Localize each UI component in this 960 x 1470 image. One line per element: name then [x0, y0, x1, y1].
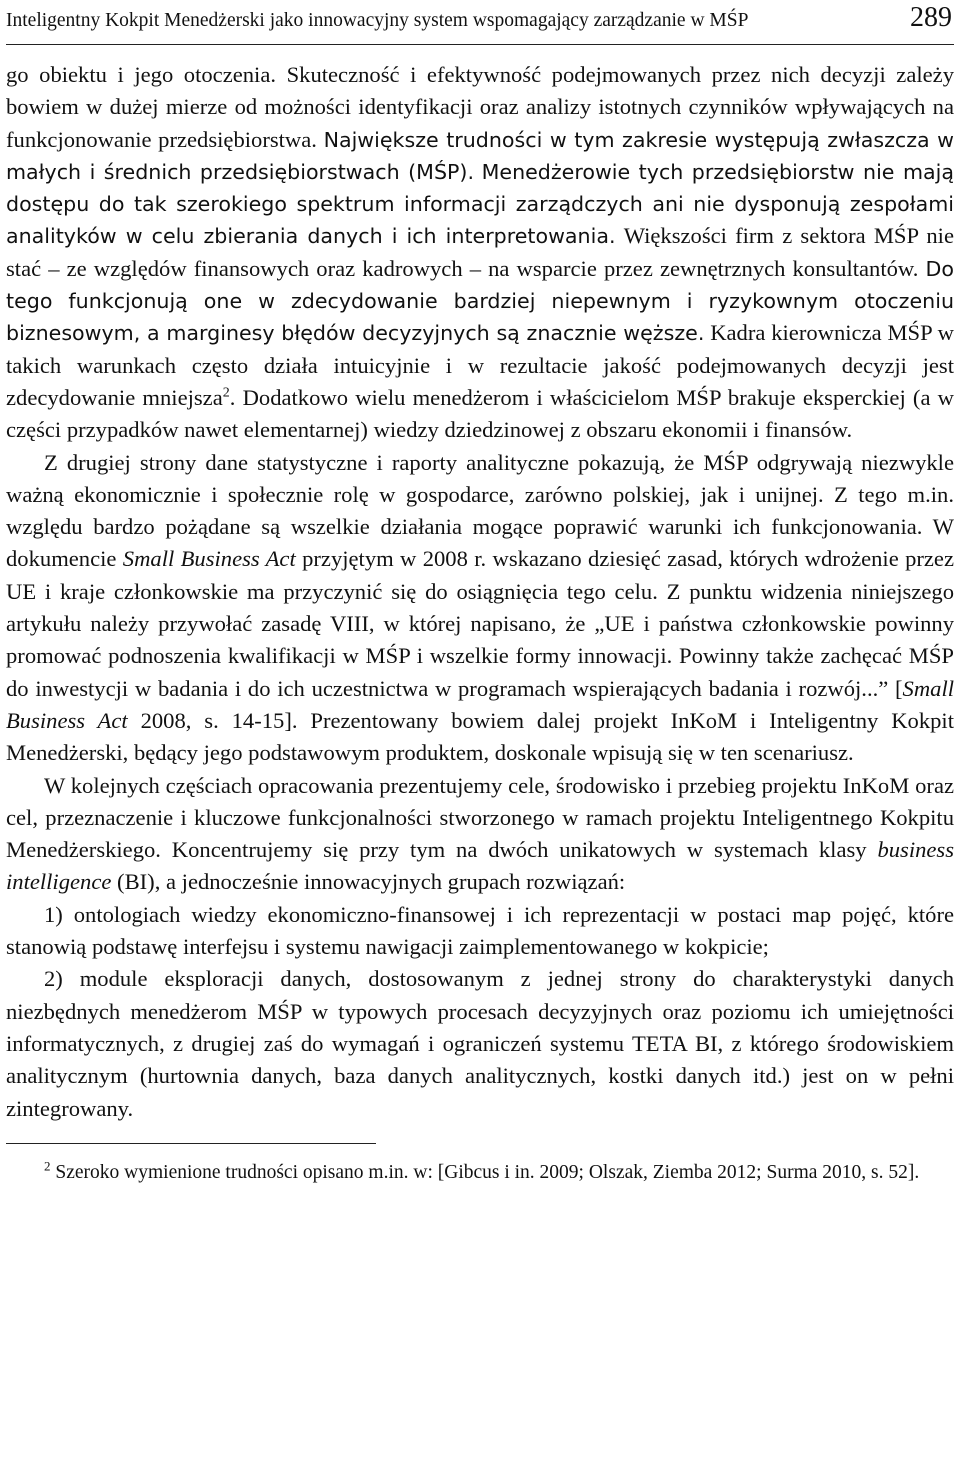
header-title: Inteligentny Kokpit Menedżerski jako innowacyjny system wspomagający zarządzanie w MŚP	[6, 10, 749, 31]
p3-italic-bi: business intelligence	[6, 837, 955, 895]
p1-sentence-8: Dodatkowo wielu menedżerom i właścicielom MŚP brakuje eksperckiej (a w części przypadków nawet elementarnej) wiedzy dziedzinowej z obszaru ekonomii i finansów.	[6, 384, 954, 443]
p2-text-3: 2008, s. 14-15]. Prezentowany bowiem dalej projekt InKoM i Inteligentny Kokpit Menedżerski, będący jego podstawowym produktem, doskonale wpisują się w ten scenariusz.	[6, 707, 954, 766]
running-header	[6, 0, 954, 45]
p1-sentence-4: Większości firm z sektora MŚP nie stać – ze względów finansowych oraz kadrowych – na wsparcie przez zewnętrznych konsultantów.	[6, 223, 954, 281]
p2-italic-sba-1: Small Business Act	[122, 546, 296, 572]
footnote-text: Szeroko wymienione trudności opisano m.in. w: [Gibcus i in. 2009; Olszak, Ziemba 2012; Surma 2010, s. 52].	[55, 1161, 920, 1183]
p1-sentence-2: Największe trudności w tym zakresie występują zwłaszcza w małych i średnich przedsiębiorstwach (MŚP).	[6, 127, 955, 184]
list-item-1: 1) ontologiach wiedzy ekonomiczno-finansowej i ich reprezentacji w postaci map pojęć, które stanowią podstawę interfejsu i systemu nawigacji zaimplementowanego w kokpicie;	[6, 901, 954, 960]
article-body	[6, 59, 954, 1186]
list-item-2: 2) module eksploracji danych, dostosowanym z jednej strony do charakterystyki danych niezbędnych menedżerom MŚP w typowych procesach decyzyjnych oraz poziomu ich umiejętności informatycznych, z drugiej zaś do wymagań i ograniczeń systemu TETA BI, z którego środowiskiem analitycznym (hurtownia danych, baza danych analitycznych, kostki danych itd.) jest on w pełni zintegrowany.	[6, 966, 954, 1121]
p2-italic-sba-2: Small Business Act	[6, 675, 954, 733]
footnote-mark: 2	[44, 1158, 51, 1174]
p2-text-1: Z drugiej strony dane statystyczne i raporty analityczne pokazują, że MŚP odgrywają niezwykle ważną ekonomicznie i społecznie rolę w gospodarce, zarówno polskiej, jak i unijnej. Z tego m.in. względu bardzo pożądane są wszelkie działania mogące poprawić warunki ich funkcjonowania. W dokumencie	[6, 449, 954, 572]
footnote-reference[interactable]: 2	[222, 385, 230, 401]
p1-sentence-1: go obiektu i jego otoczenia. Skuteczność i efektywność podejmowanych przez nich decyzji zależy bowiem w dużej mierze od możności identyfikacji oraz analizy istotnych czynników wpływających na funkcjonowanie przedsiębiorstwa.	[6, 62, 954, 152]
p1-sentence-6-end: .	[229, 384, 236, 410]
paragraph-3	[6, 770, 954, 899]
paragraph-2	[6, 447, 954, 770]
paragraph-1	[6, 59, 954, 447]
p1-sentence-5: Do tego funkcjonują one w zdecydowanie bardziej niepewnym i ryzykownym otoczeniu biznesowym, a marginesy błędów decyzyjnych są znacznie węższe.	[6, 256, 954, 346]
p1-sentence-3: Menedżerowie tych przedsiębiorstw nie mają dostępu do tak szerokiego spektrum informacji zarządczych ani nie dysponują zespołami analityków w celu zbierania danych i ich interpretowania.	[6, 159, 954, 249]
p3-text-2: (BI), a jednocześnie innowacyjnych grupach rozwiązań:	[117, 869, 626, 895]
p2-text-2: przyjętym w 2008 r. wskazano dziesięć zasad, których wdrożenie przez UE i kraje członkowskie ma przyczynić się do osiągnięcia tego celu. Z punktu widzenia niniejszego artykułu należy przywołać zasadę VIII, w której napisano, że „UE i państwa członkowskie powinny promować podnoszenia kwalifikacji w MŚP i wszelkie formy innowacji. Powinny także zachęcać MŚP do inwestycji w badania i do ich uczestnictwa w programach wspierających badania i rozwój...” [	[6, 546, 954, 701]
footnote-separator	[6, 1143, 376, 1144]
footnote	[6, 1160, 954, 1186]
p1-sentence-6-text: Kadra kierownicza MŚP w takich warunkach często działa intuicyjnie i w rezultacie jakość podejmowanych decyzji jest zdecydowanie mniejsza	[6, 320, 954, 410]
p3-text-1: W kolejnych częściach opracowania prezentujemy cele, środowisko i przebieg projektu InKoM oraz cel, przeznaczenie i kluczowe funkcjonalności stworzonego w ramach projektu Inteligentnego Kokpitu Menedżerskiego. Koncentrujemy się przy tym na dwóch unikatowych w systemach klasy	[6, 772, 954, 863]
page-number: 289	[910, 2, 952, 33]
